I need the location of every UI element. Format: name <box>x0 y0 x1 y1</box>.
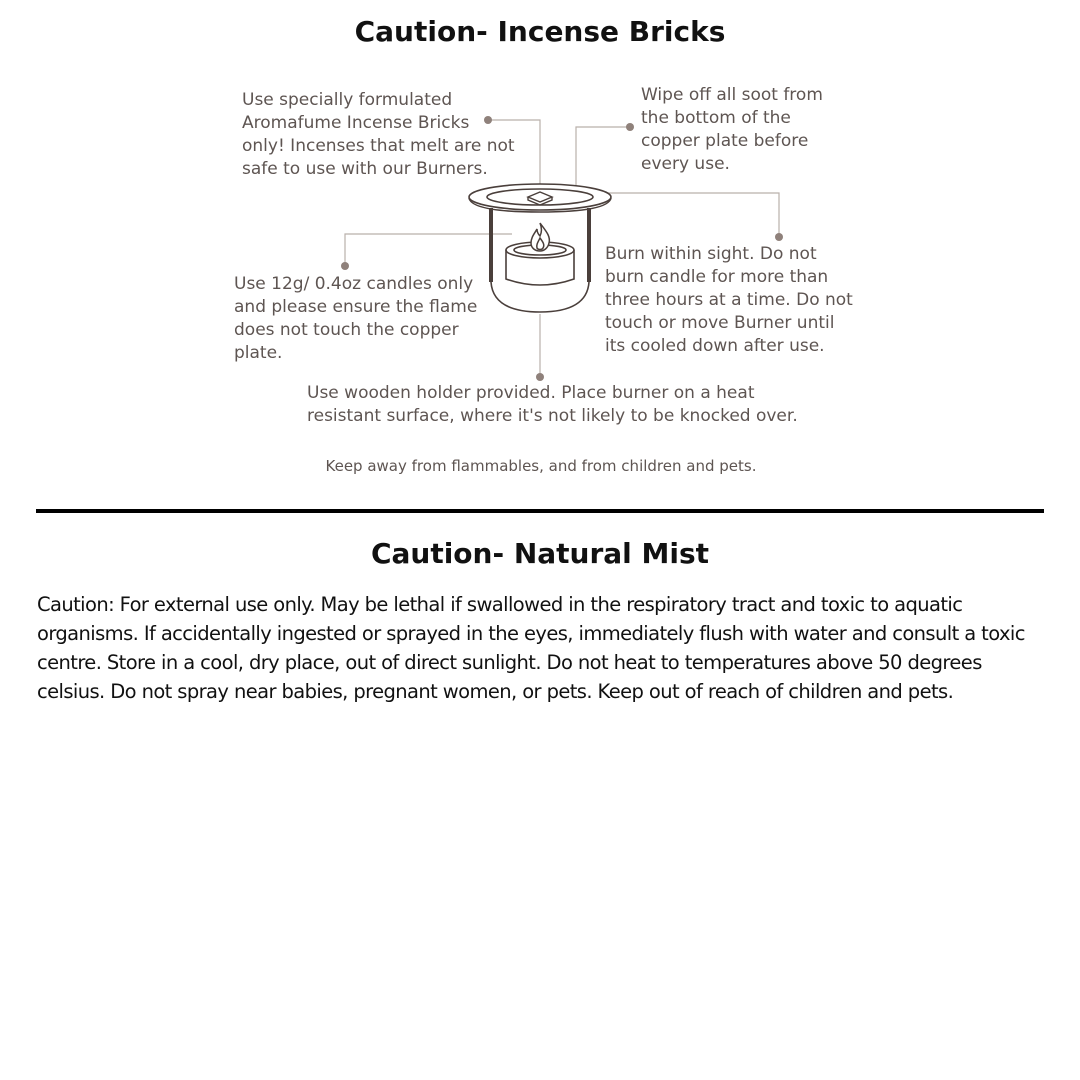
flame-icon <box>531 223 549 251</box>
mist-caution-text: Caution: For external use only. May be lethal if swallowed in the respiratory tract and toxic to aquatic organisms. If accidentally ingested or sprayed in the eyes, immediately flush with water and consult a toxic centre. Store in a cool, dry place, out of direct sunlight. Do not heat to temperatures above 50 degrees celsius. Do not spray near babies, pregnant women, or pets. Keep out of reach of children and pets. <box>37 593 1025 703</box>
leader-line-burn <box>604 193 779 237</box>
dot-burn <box>775 233 783 241</box>
incense-section-title: Caution- Incense Bricks <box>354 15 726 48</box>
callout-keep-away: Keep away from flammables, and from children and pets. <box>325 457 757 475</box>
leader-line-soot <box>576 127 630 187</box>
leader-line-candle <box>345 234 512 266</box>
dot-candle <box>341 262 349 270</box>
section-divider <box>36 509 1044 513</box>
callout-wipe-soot: Wipe off all soot from the bottom of the copper plate before every use. <box>641 85 823 174</box>
callout-candle-size: Use 12g/ 0.4oz candles only and please ensure the flame does not touch the copper plate. <box>234 274 478 363</box>
callout-burn-within-sight: Burn within sight. Do not burn candle for more than three hours at a time. Do not touch or move Burner until its cooled down after use. <box>605 244 853 356</box>
callout-wooden-holder: Use wooden holder provided. Place burner on a heat resistant surface, where it's not likely to be knocked over. <box>307 383 798 426</box>
callout-incense-bricks: Use specially formulated Aromafume Incense Bricks only! Incenses that melt are not safe to use with our Burners. <box>242 90 515 179</box>
dot-soot <box>626 123 634 131</box>
dot-holder <box>536 373 544 381</box>
mist-section-title: Caution- Natural Mist <box>370 537 710 570</box>
